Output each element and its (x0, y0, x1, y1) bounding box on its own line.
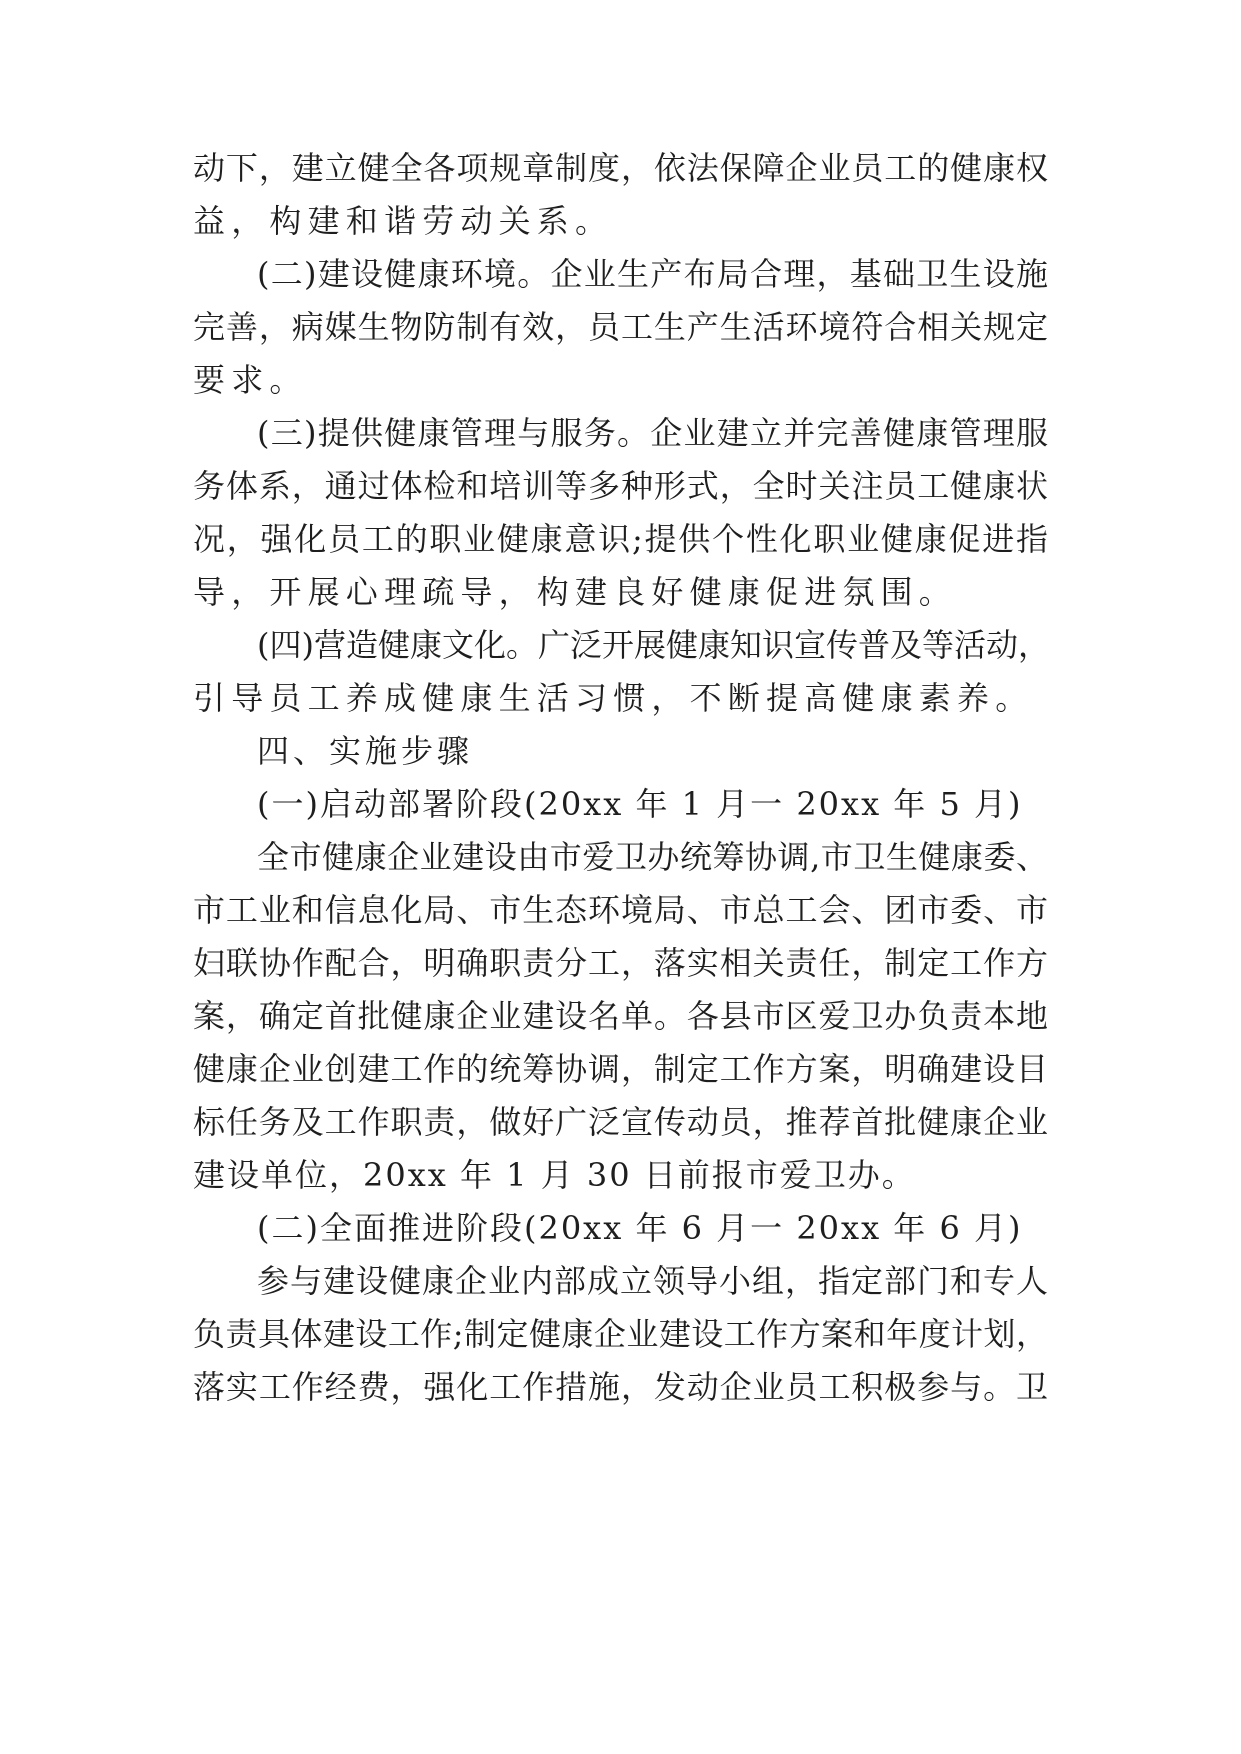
paragraph-line: 建设单位，20xx 年 1 月 30 日前报市爱卫办。 (193, 1156, 916, 1194)
paragraph-line: 参与建设健康企业内部成立领导小组，指定部门和专人 (257, 1262, 1048, 1300)
paragraph-line: (二)建设健康环境。企业生产布局合理，基础卫生设施 (257, 255, 1048, 293)
paragraph-line: 完善，病媒生物防制有效，员工生产生活环境符合相关规定 (193, 308, 1048, 346)
phase-heading: (二)全面推进阶段(20xx 年 6 月一 20xx 年 6 月) (257, 1209, 1023, 1247)
paragraph-line: 益，构建和谐劳动关系。 (193, 202, 614, 240)
paragraph-line: 务体系，通过体检和培训等多种形式，全时关注员工健康状 (193, 467, 1048, 505)
paragraph-line: 引导员工养成健康生活习惯，不断提高健康素养。 (193, 679, 1034, 717)
phase-heading: (一)启动部署阶段(20xx 年 1 月一 20xx 年 5 月) (257, 785, 1023, 823)
paragraph-line: 况，强化员工的职业健康意识;提供个性化职业健康促进指 (193, 520, 1048, 558)
paragraph-line: 导，开展心理疏导，构建良好健康促进氛围。 (193, 573, 958, 611)
paragraph-line: 案，确定首批健康企业建设名单。各县市区爱卫办负责本地 (193, 997, 1048, 1035)
paragraph-line: 市工业和信息化局、市生态环境局、市总工会、团市委、市 (193, 891, 1048, 929)
paragraph-line: 全市健康企业建设由市爱卫办统筹协调,市卫生健康委、 (257, 838, 1048, 876)
paragraph-line: 要求。 (193, 361, 308, 399)
section-heading: 四、实施步骤 (257, 732, 474, 770)
paragraph-line: 负责具体建设工作;制定健康企业建设工作方案和年度计划， (193, 1315, 1048, 1353)
paragraph-line: 标任务及工作职责，做好广泛宣传动员，推荐首批健康企业 (193, 1103, 1048, 1141)
paragraph-line: 落实工作经费，强化工作措施，发动企业员工积极参与。卫 (193, 1368, 1048, 1406)
paragraph-line: 妇联协作配合，明确职责分工，落实相关责任，制定工作方 (193, 944, 1048, 982)
paragraph-line: 动下，建立健全各项规章制度，依法保障企业员工的健康权 (193, 149, 1048, 187)
paragraph-line: (三)提供健康管理与服务。企业建立并完善健康管理服 (257, 414, 1048, 452)
paragraph-line: (四)营造健康文化。广泛开展健康知识宣传普及等活动， (257, 626, 1050, 664)
paragraph-line: 健康企业创建工作的统筹协调，制定工作方案，明确建设目 (193, 1050, 1048, 1088)
